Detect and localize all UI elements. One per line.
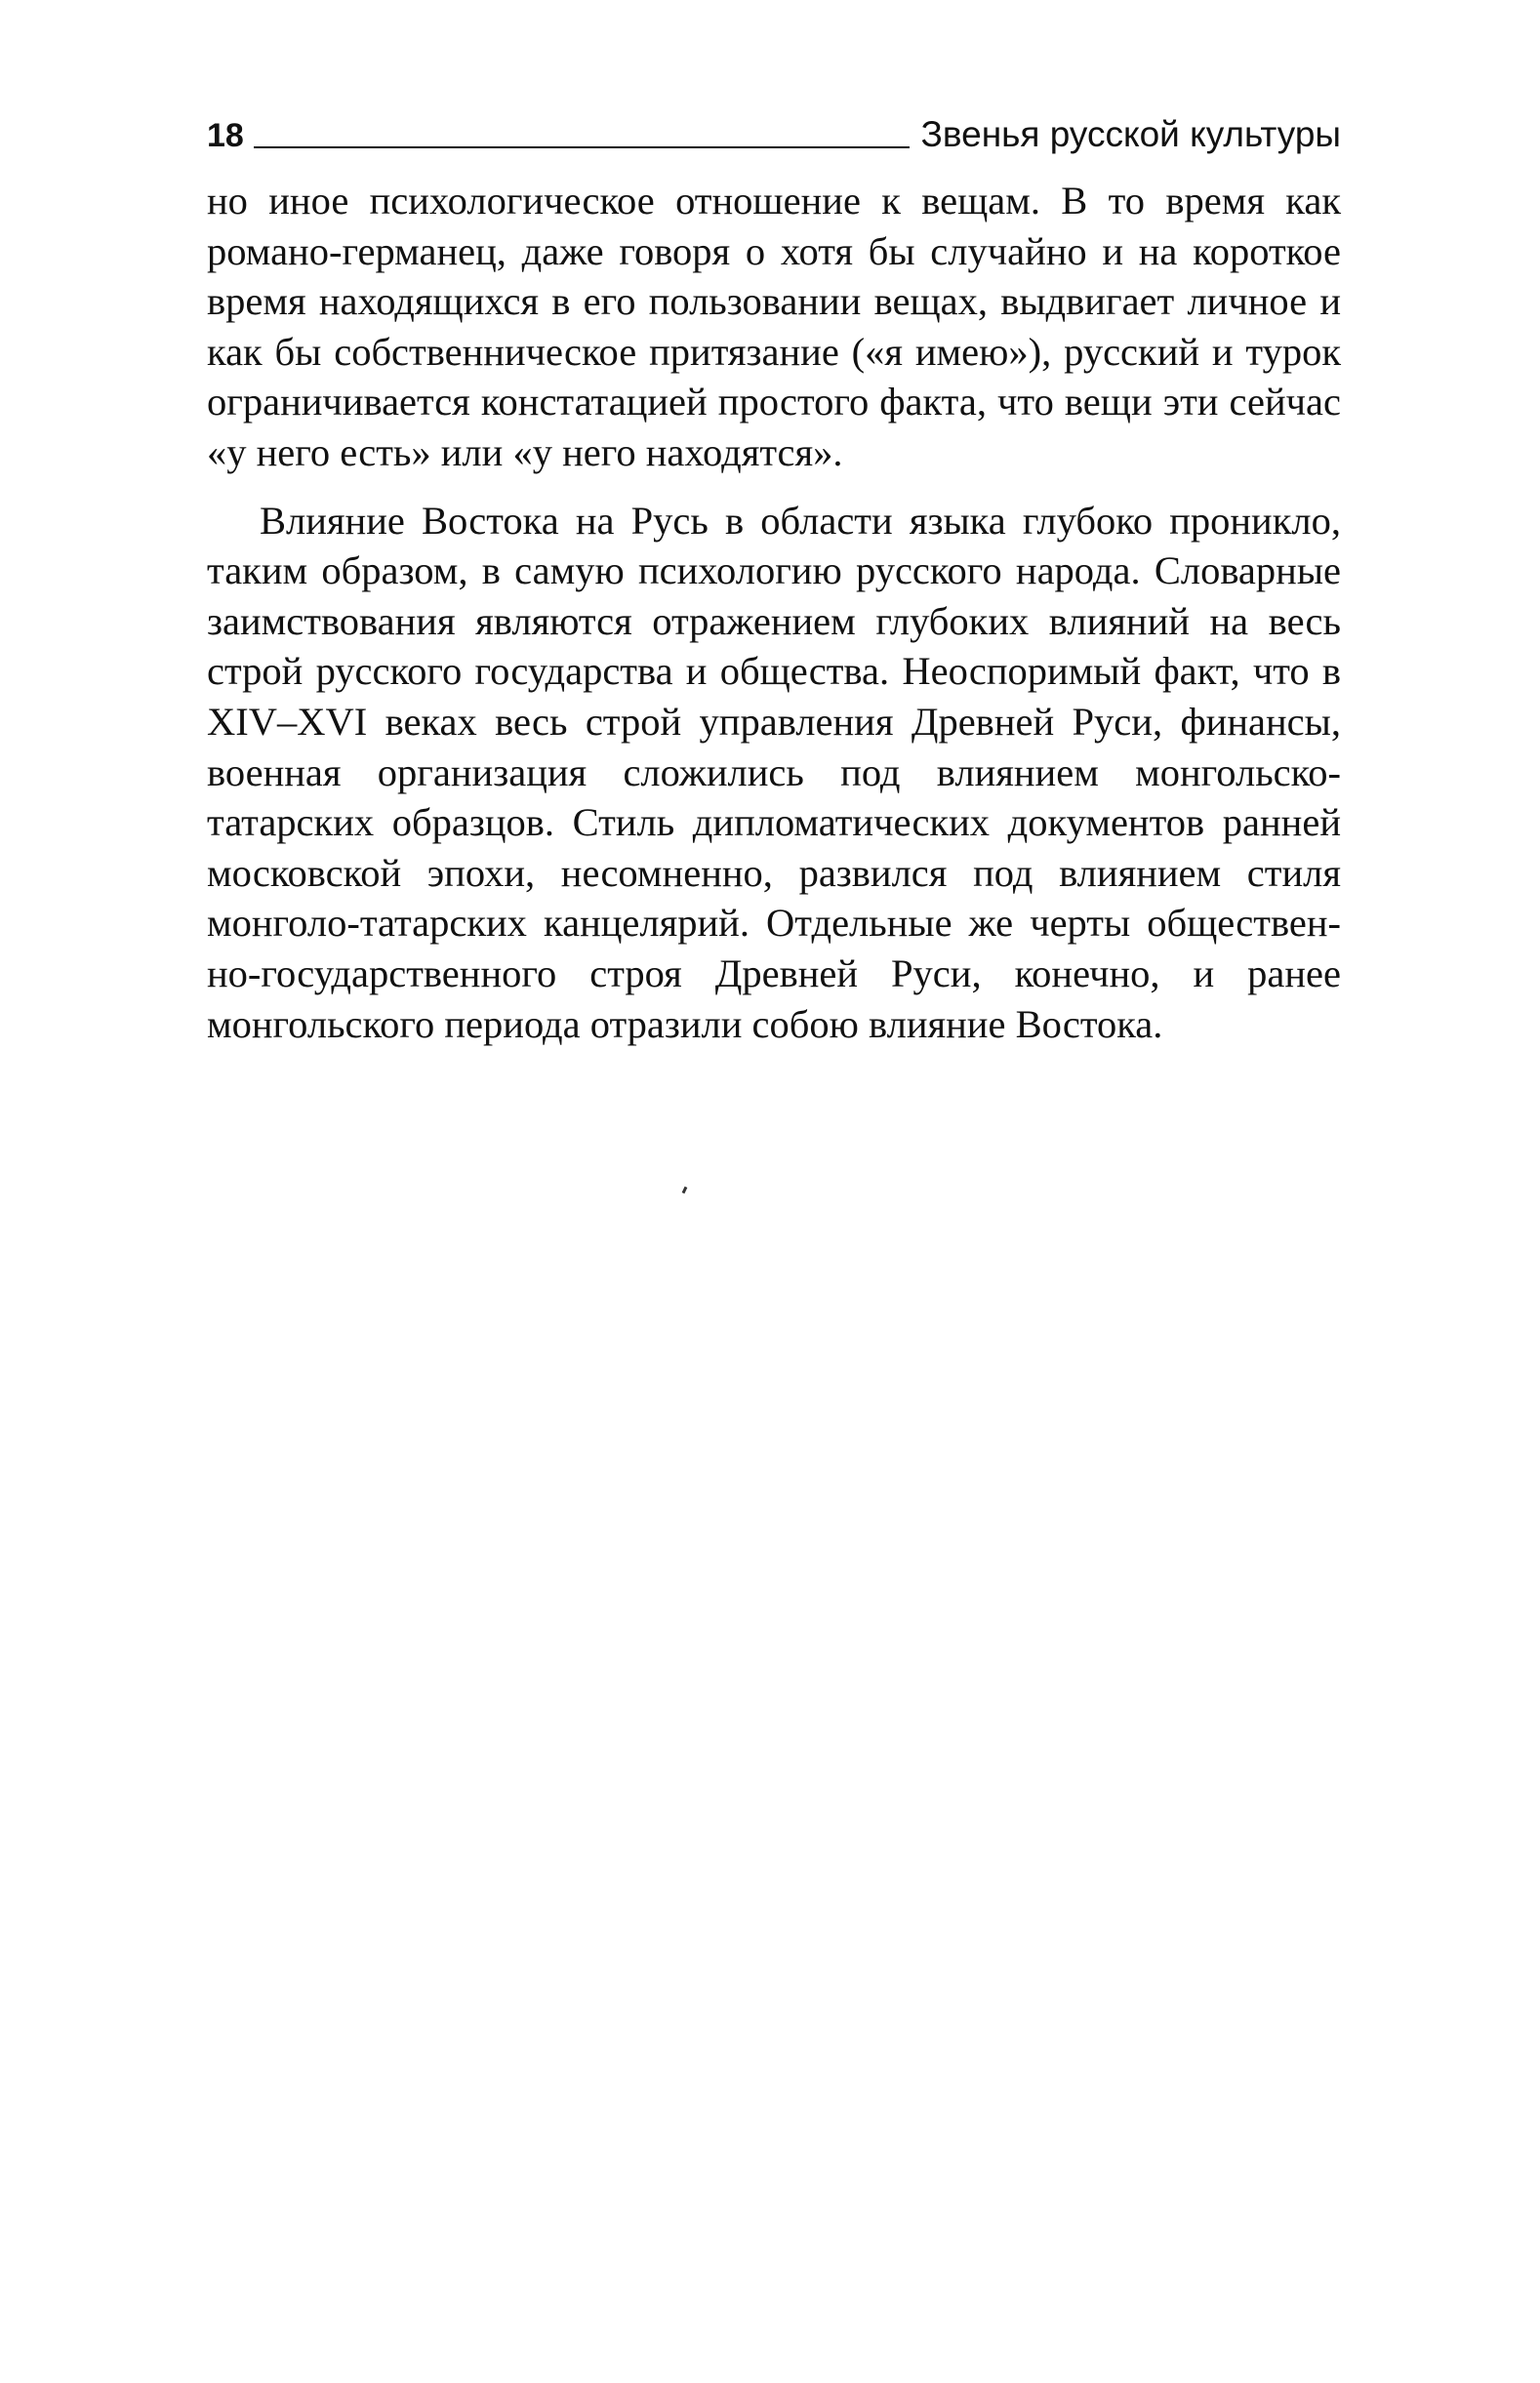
header-rule xyxy=(254,146,910,148)
running-title: Звенья русской культуры xyxy=(920,114,1341,154)
stray-ink-mark xyxy=(682,1187,688,1194)
paragraph-2: Влияние Востока на Русь в области языка глубоко проникло, таким образом, в самую психологию русского народа. Словарные заимствования являются отражением глубоких влияний на весь строй русского государства и общества. Неоспоримый факт, что в XIV–XVI веках весь строй управления Древней Руси, финансы, военная организация сложились под влиянием монгольско-татарских образцов. Стиль дипломатических документов ранней московской эпохи, несомненно, развился под влиянием стиля монголо-татарских канцелярий. Отдельные же черты общественно-государственного строя Древней Руси, конечно, и ранее монгольского периода отразили собою влияние Востока. xyxy=(207,498,1341,1046)
body-text xyxy=(207,176,1341,1067)
paragraph-1: но иное психологическое отношение к вещам. В то время как романо-германец, даже говоря о хотя бы случайно и на короткое время находящихся в его пользовании вещах, выдвигает личное и как бы собственническое притязание («я имею»), русский и турок ограничивается констатацией простого факта, что вещи эти сейчас «у него есть» или «у него находятся». xyxy=(207,179,1341,474)
page-header xyxy=(207,101,1341,152)
page-number: 18 xyxy=(207,117,244,154)
